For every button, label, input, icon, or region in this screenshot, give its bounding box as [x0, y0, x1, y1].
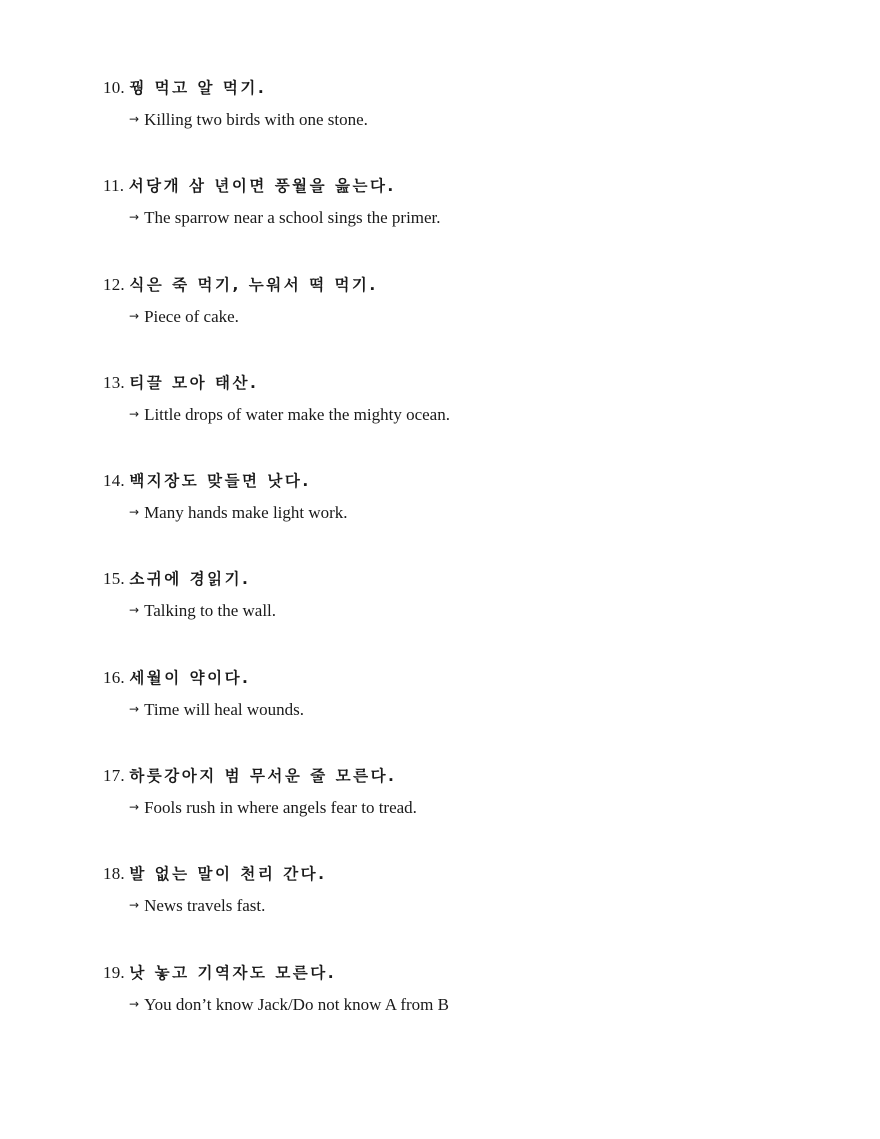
item-number: 17.	[103, 766, 125, 786]
korean-text: 티끌 모아 태산.	[129, 373, 259, 392]
english-translation	[103, 404, 843, 427]
right-arrow-icon: →	[129, 800, 140, 815]
item-number: 18.	[103, 864, 125, 884]
right-arrow-icon: →	[129, 996, 140, 1011]
english-text: Killing two birds with one stone.	[144, 110, 368, 129]
english-text: News travels fast.	[144, 896, 266, 916]
korean-text: 꿩 먹고 알 먹기.	[129, 79, 267, 97]
proverb-item-14	[103, 470, 843, 568]
english-text: Little drops of water make the mighty ocean.	[144, 404, 450, 424]
item-number: 16.	[103, 667, 125, 687]
proverb-item-17	[103, 765, 843, 863]
english-translation	[103, 600, 843, 623]
proverb-item-16	[103, 667, 843, 765]
english-text: Time will heal wounds.	[144, 699, 304, 719]
english-translation	[103, 699, 843, 722]
korean-proverb	[103, 568, 843, 590]
english-translation	[103, 306, 843, 329]
proverb-list	[103, 77, 843, 1060]
proverb-item-13	[103, 372, 843, 470]
proverb-item-15	[103, 568, 843, 666]
item-number: 13.	[103, 372, 125, 392]
item-number: 11.	[103, 176, 125, 196]
english-translation	[103, 895, 843, 918]
right-arrow-icon: →	[129, 898, 140, 913]
right-arrow-icon: →	[129, 308, 140, 323]
korean-proverb	[103, 962, 843, 984]
proverb-item-18	[103, 863, 843, 961]
korean-proverb	[103, 863, 843, 885]
item-number: 15.	[103, 569, 125, 589]
korean-proverb	[103, 77, 843, 99]
korean-text: 발 없는 말이 천리 간다.	[129, 865, 327, 884]
korean-text: 서당개 삼 년이면 풍월을 읊는다.	[128, 177, 396, 196]
korean-proverb	[103, 667, 843, 689]
proverb-item-11	[103, 175, 843, 273]
right-arrow-icon: →	[129, 406, 140, 421]
korean-proverb	[103, 765, 843, 787]
english-translation	[103, 207, 843, 230]
right-arrow-icon: →	[129, 701, 140, 716]
item-number: 10.	[103, 78, 125, 97]
english-text: Many hands make light work.	[144, 503, 348, 523]
english-translation	[103, 109, 843, 132]
english-translation	[103, 994, 843, 1017]
korean-text: 세월이 약이다.	[129, 668, 251, 687]
right-arrow-icon: →	[129, 603, 140, 618]
english-text: Piece of cake.	[144, 306, 239, 326]
korean-proverb	[103, 175, 843, 197]
proverb-item-10	[103, 77, 843, 175]
item-number: 19.	[103, 962, 125, 982]
korean-proverb	[103, 274, 843, 296]
english-text: The sparrow near a school sings the primer.	[144, 208, 441, 228]
english-translation	[103, 502, 843, 525]
korean-proverb	[103, 372, 843, 394]
right-arrow-icon: →	[129, 210, 140, 225]
korean-text: 낫 놓고 기역자도 모른다.	[129, 963, 337, 982]
proverb-item-12	[103, 274, 843, 372]
korean-text: 백지장도 맞들면 낫다.	[129, 472, 311, 491]
korean-text: 소귀에 경읽기.	[129, 570, 251, 589]
item-number: 12.	[103, 274, 125, 294]
english-text: Talking to the wall.	[144, 601, 277, 621]
korean-proverb	[103, 470, 843, 492]
korean-text: 식은 죽 먹기, 누워서 떡 먹기.	[129, 275, 378, 294]
english-text: You don’t know Jack/Do not know A from B	[144, 994, 449, 1014]
english-text: Fools rush in where angels fear to tread.	[144, 798, 417, 818]
right-arrow-icon: →	[129, 505, 140, 520]
english-translation	[103, 797, 843, 820]
proverb-item-19	[103, 962, 843, 1060]
right-arrow-icon: →	[129, 112, 140, 126]
item-number: 14.	[103, 471, 125, 491]
korean-text: 하룻강아지 범 무서운 줄 모른다.	[129, 767, 397, 786]
